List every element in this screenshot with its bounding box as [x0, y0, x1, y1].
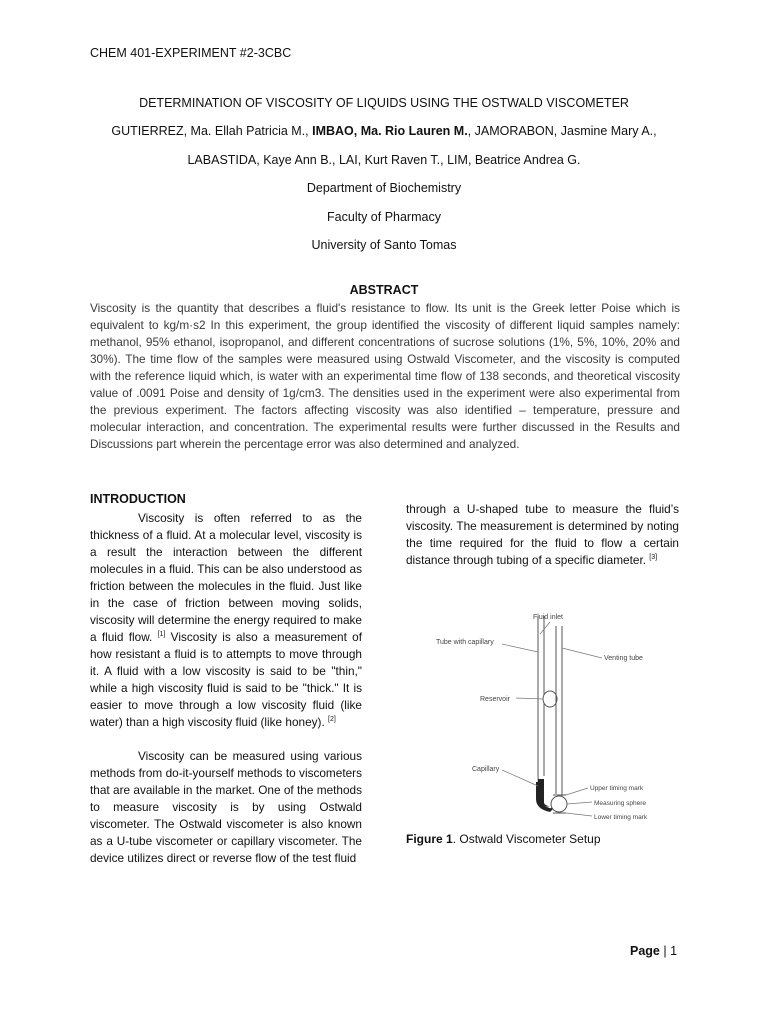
leader-tube-capillary — [502, 644, 538, 652]
label-reservoir: Reservoir — [480, 696, 510, 703]
author-line-1 — [60, 124, 708, 138]
paper-title: DETERMINATION OF VISCOSITY OF LIQUIDS USING THE OSTWALD VISCOMETER — [139, 96, 629, 110]
running-head: CHEM 401-EXPERIMENT #2-3CBC — [90, 46, 292, 60]
abstract-text: Viscosity is the quantity that describes a fluid's resistance to flow. Its unit is the Greek letter Poise which is equivalent to kg/m·s2 In this experiment, the group identified the viscosity of different liquid samples namely: methanol, 95% ethanol, isopropanol, and different concentrations of sucrose solutions (1%, 5%, 10%, 20% and 30%). The time flow of the samples were measured using Ostwald Viscometer, and the viscosity is computed with the reference liquid which, is water with an experimental time flow of 138 seconds, and theoretical viscosity value of .0091 Poise and density of 1g/cm3. The densities used in the experiment were also experimental from the previous experiment. The factors affecting viscosity was also identified – temperature, pressure and molecular interaction, and concentration. The experimental results were further discussed in the Results and Discussions part wherein the percentage error was also determined and analyzed. — [90, 301, 680, 451]
leader-upper-mark — [566, 788, 588, 795]
label-upper-mark: Upper timing mark — [590, 785, 644, 792]
page-label: Page — [630, 944, 660, 958]
author-bold: IMBAO, Ma. Rio Lauren M. — [312, 124, 468, 138]
leader-venting-tube — [562, 648, 602, 658]
leader-lower-mark — [566, 813, 592, 816]
intro-paragraph-3: through a U-shaped tube to measure the fluid’s viscosity. The measurement is determined by noting the time required for the fluid to flow a certain distance through tubing of a specific diameter. — [406, 502, 679, 567]
label-measuring-sphere: Measuring sphere — [594, 800, 647, 807]
text-run: Viscosity is often referred to as the thickness of a fluid. At a molecular level, viscosity is a result the interaction between the different molecules in a fluid. This can be also understood as friction between the molecules in the fluid. Just like in the case of friction between moving solids, viscosity will determine the energy required to make a fluid flow. — [90, 511, 362, 644]
page-footer — [630, 944, 677, 958]
citation-3: [3] — [649, 554, 658, 561]
author-line-2: LABASTIDA, Kaye Ann B., LAI, Kurt Raven T., LIM, Beatrice Andrea G. — [187, 153, 581, 167]
label-venting-tube: Venting tube — [604, 655, 643, 662]
page-number: 1 — [670, 944, 678, 958]
university: University of Santo Tomas — [311, 238, 457, 252]
faculty: Faculty of Pharmacy — [327, 210, 441, 224]
ostwald-viscometer-diagram — [420, 604, 680, 826]
citation-2: [2] — [328, 716, 336, 723]
reservoir-bulb — [543, 691, 557, 707]
figure-caption — [406, 832, 601, 846]
text-run: Viscosity is also a measurement of how resistant a fluid is to attempts to move through it. A fluid with a low viscosity is said to be "thin," while a high viscosity fluid is said to be "thick." It is easier to move through a low viscosity fluid (like water) than a high viscosity fluid (like honey). — [90, 630, 363, 729]
intro-paragraph-1 — [90, 510, 362, 731]
figure-caption-text: . Ostwald Viscometer Setup — [452, 832, 601, 846]
label-capillary: Capillary — [472, 766, 500, 773]
page-separator: | — [659, 944, 671, 958]
label-tube-capillary: Tube with capillary — [436, 639, 494, 646]
leader-capillary — [502, 770, 538, 786]
figure-caption-label: Figure 1 — [406, 832, 453, 846]
measuring-sphere — [551, 796, 567, 812]
citation-1: [1] — [157, 631, 166, 638]
leader-reservoir — [516, 698, 543, 699]
author-text: GUTIERREZ, Ma. Ellah Patricia M., — [111, 124, 313, 138]
label-fluid-inlet: Fluid inlet — [533, 614, 563, 621]
leader-fluid-inlet — [540, 622, 550, 634]
author-text: , JAMORABON, Jasmine Mary A., — [467, 124, 657, 138]
abstract-heading: ABSTRACT — [349, 283, 419, 297]
intro-right-column — [406, 501, 679, 569]
leader-sphere — [567, 802, 592, 804]
introduction-heading: INTRODUCTION — [90, 492, 186, 506]
department: Department of Biochemistry — [306, 181, 462, 195]
label-lower-mark: Lower timing mark — [594, 814, 648, 821]
intro-paragraph-2: Viscosity can be measured using various methods from do-it-yourself methods to viscometers that are available in the market. One of the methods to measure viscosity is by using Ostwald viscometer. The Ostwald viscometer is also known as a U-tube viscometer or capillary viscometer. The device utilizes direct or reverse flow of the test fluid — [90, 749, 362, 865]
intro-left-column — [90, 510, 362, 867]
